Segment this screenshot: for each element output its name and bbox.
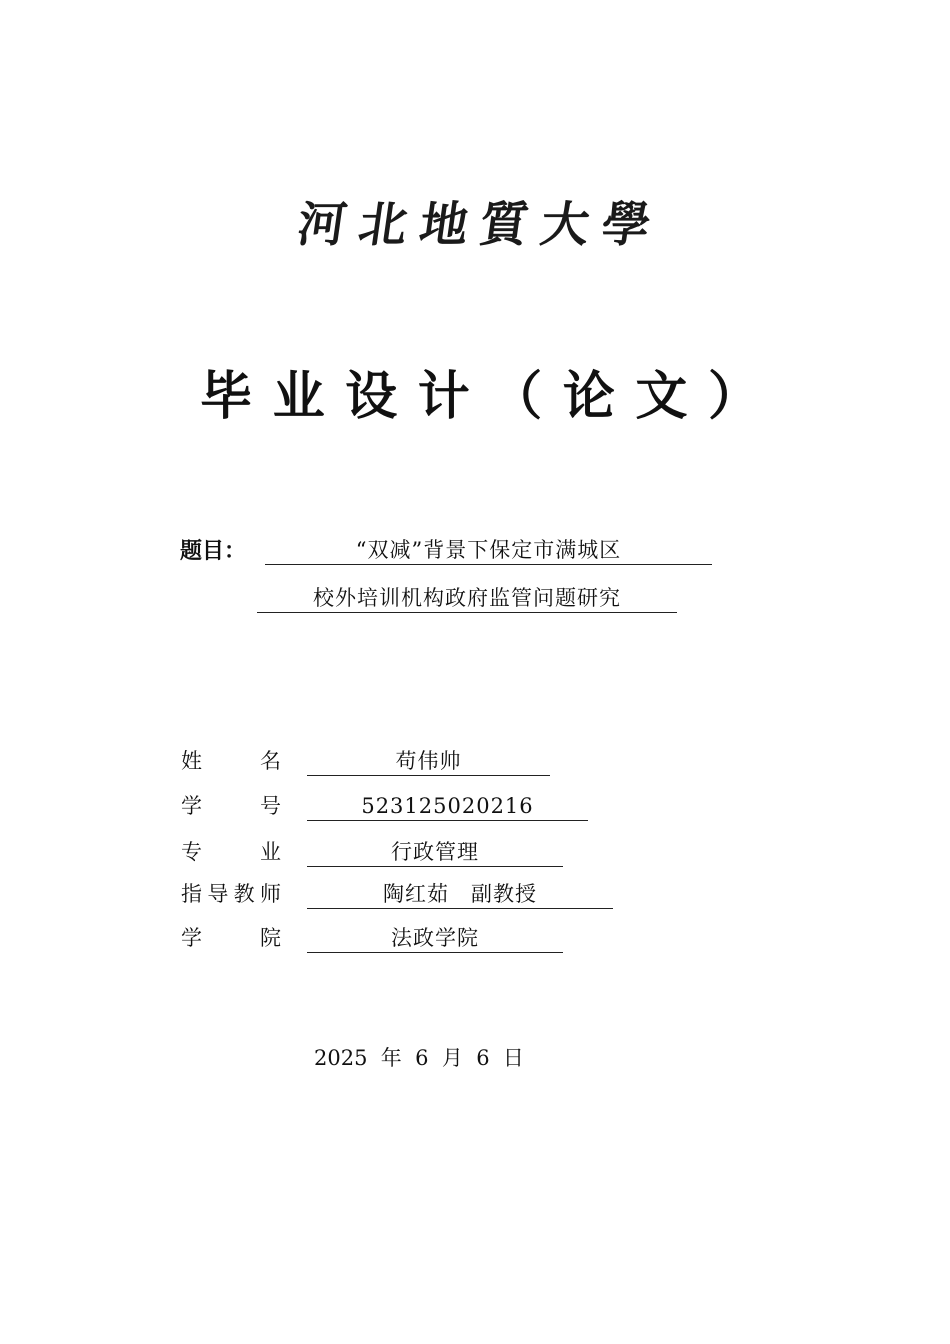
topic-line-1: “双减”背景下保定市满城区	[265, 536, 712, 565]
title-char: （	[490, 367, 543, 427]
field-value-student-id: 523125020216	[307, 792, 588, 821]
logo-char: 學	[598, 197, 654, 253]
topic-line-2: 校外培训机构政府监管问题研究	[257, 584, 677, 613]
title-char: 计	[417, 367, 470, 427]
field-label-major: 专 业	[181, 840, 281, 864]
title-char: 毕	[200, 367, 253, 427]
field-label-student-id: 学 号	[181, 794, 281, 818]
field-value-name: 苟伟帅	[307, 747, 550, 776]
university-logo	[294, 194, 654, 256]
document-title	[200, 362, 760, 432]
field-label-advisor: 指 导 教 师	[181, 882, 281, 906]
title-char: 文	[635, 367, 688, 427]
field-value-major: 行政管理	[307, 838, 563, 867]
logo-char: 地	[415, 197, 472, 253]
logo-char: 河	[294, 197, 350, 253]
logo-char: 北	[354, 197, 411, 253]
logo-char: 質	[476, 197, 533, 253]
title-char: 设	[345, 367, 398, 427]
logo-char: 大	[537, 197, 594, 253]
field-value-college: 法政学院	[307, 924, 563, 953]
title-char: 业	[272, 367, 325, 427]
topic-label: 题目：	[180, 539, 247, 564]
field-label-name: 姓 名	[181, 749, 281, 773]
title-char: ）	[707, 367, 760, 427]
field-value-advisor: 陶红茹 副教授	[307, 880, 613, 909]
field-label-college: 学 院	[181, 926, 281, 950]
submission-date: 2025 年 6 月 6 日	[314, 1046, 524, 1070]
title-char: 论	[562, 367, 615, 427]
